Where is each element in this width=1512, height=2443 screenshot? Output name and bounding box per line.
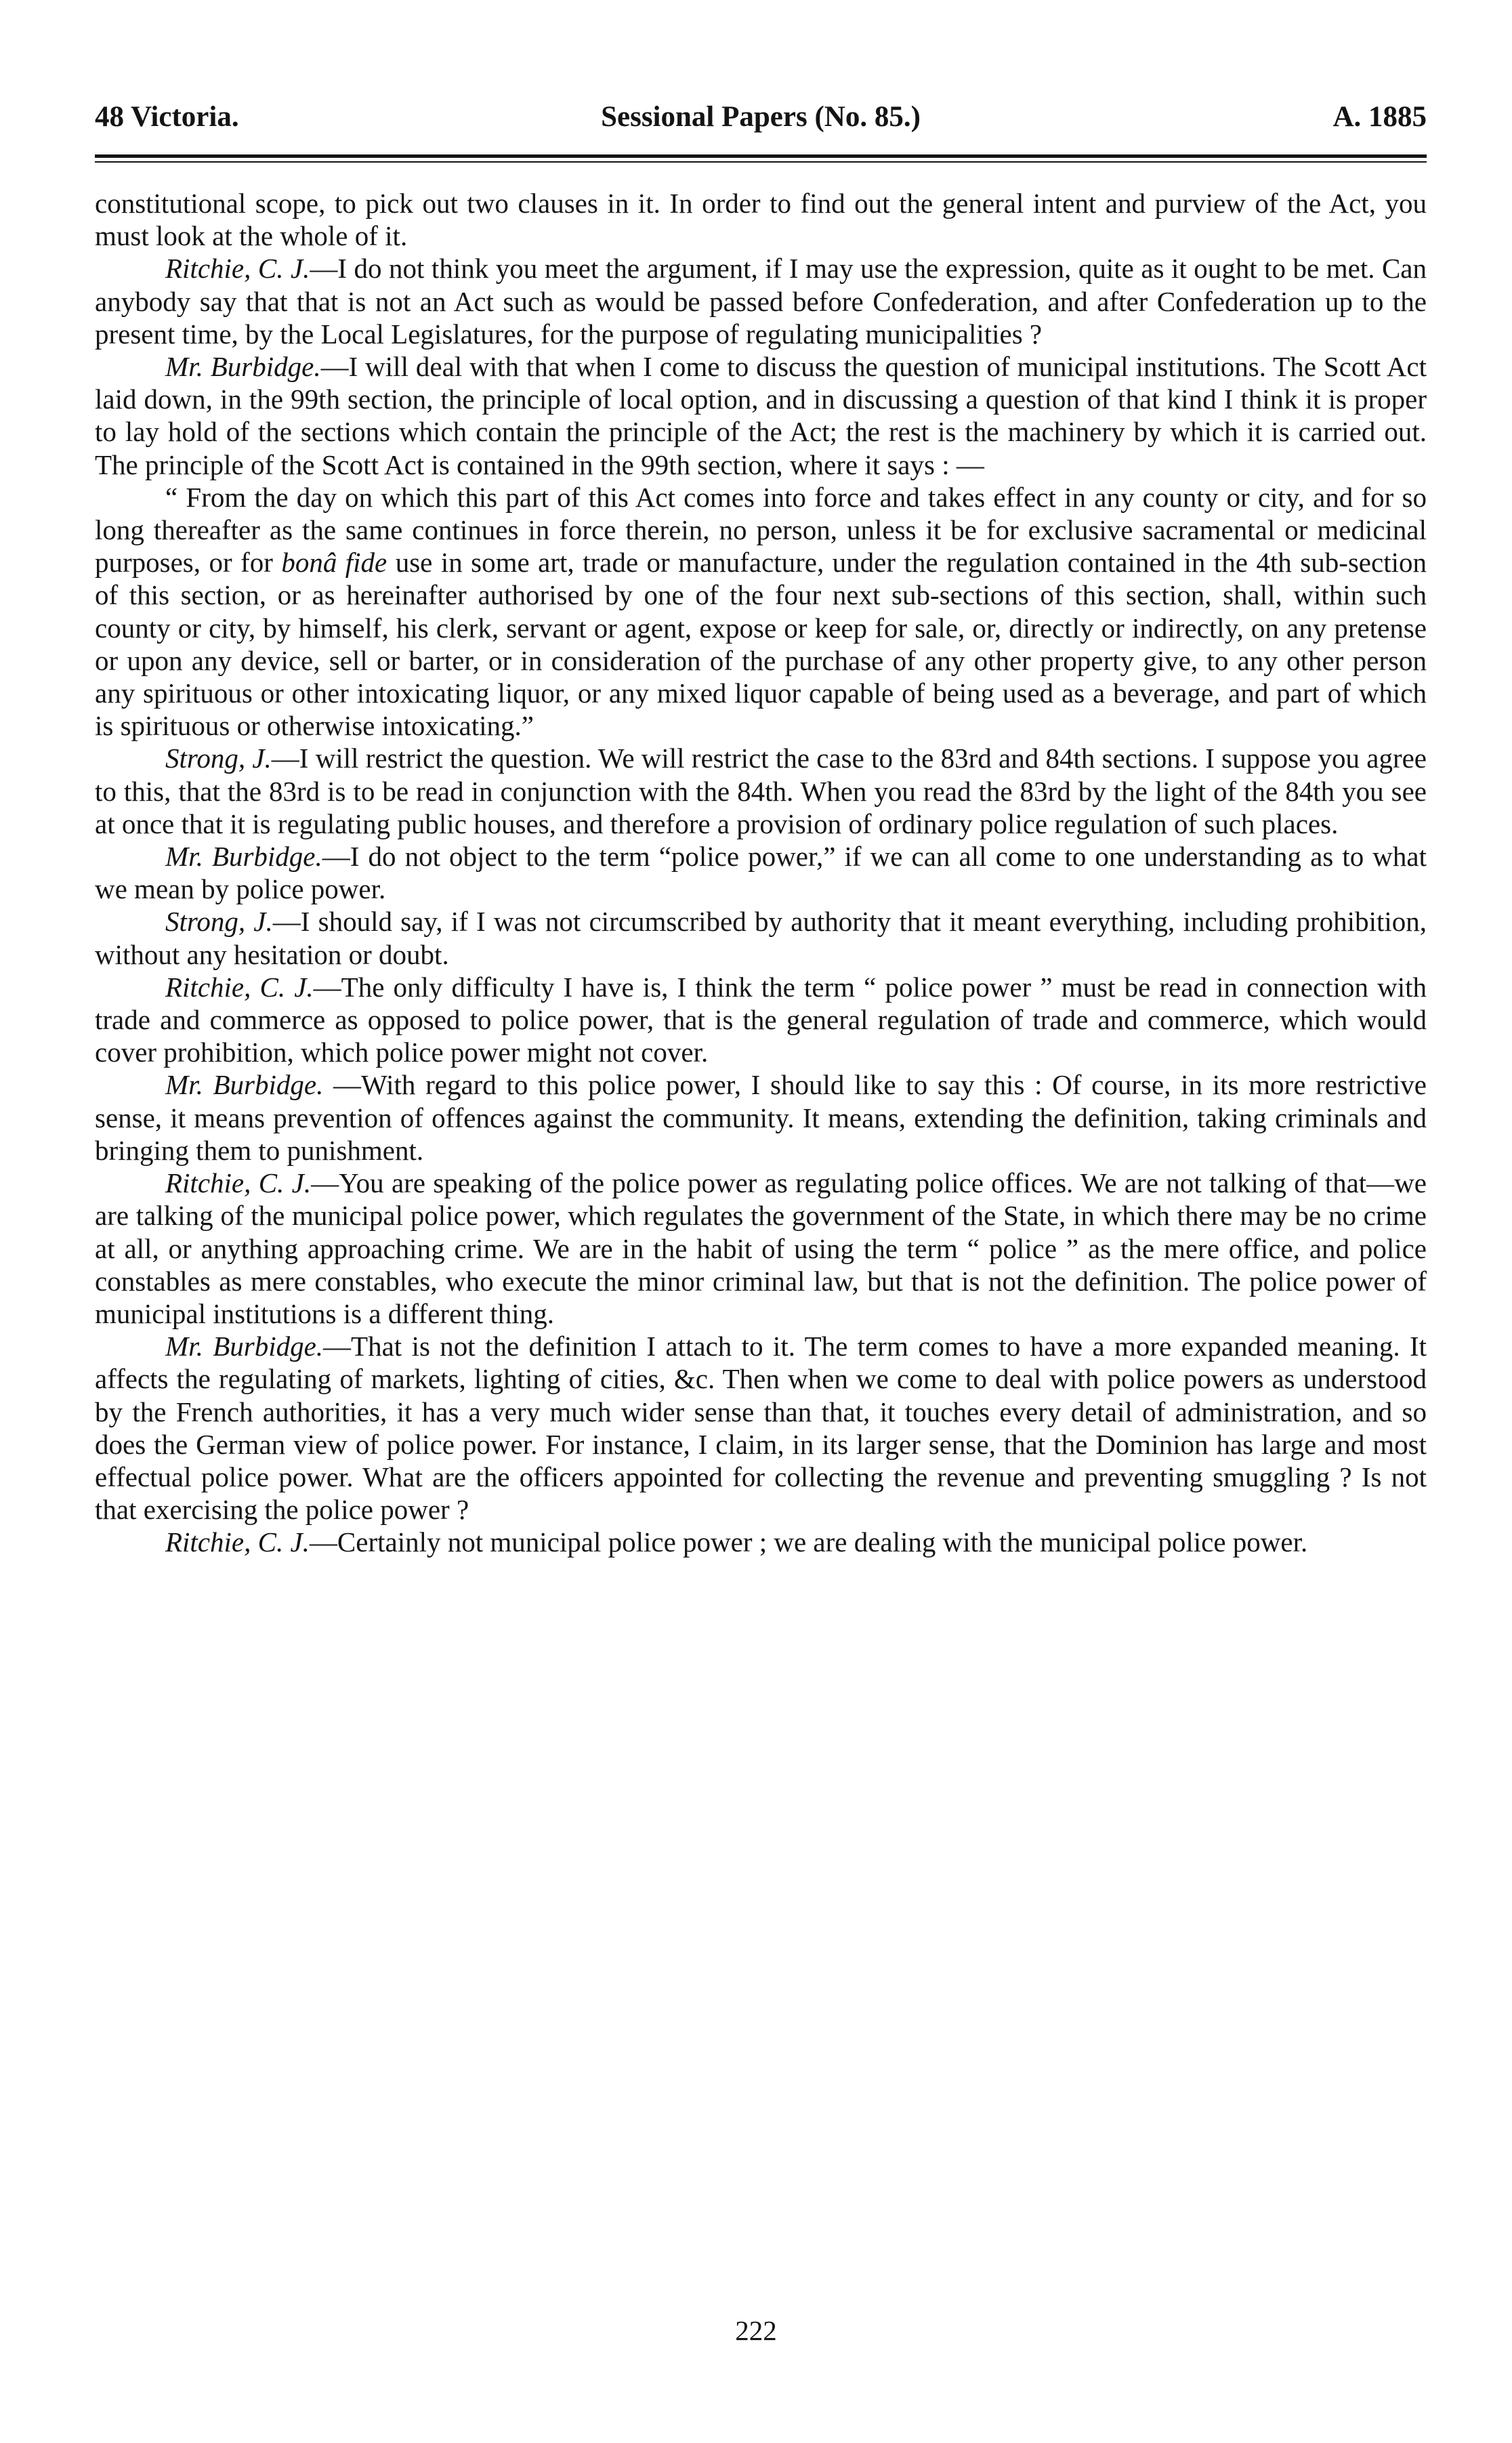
header-year: A. 1885 <box>1332 101 1427 133</box>
speaker-name: Strong, J. <box>165 743 272 774</box>
page <box>95 100 1427 1559</box>
speaker-name: Strong, J. <box>165 906 273 938</box>
paragraph-text: —I do not think you meet the argument, if I may use the expression, quite as it ought to be met. Can anybody say that that is not an Act such as would be passed before Confederation, and after Confederation up to the present time, by the Local Legislatures, for the purpose of regulating municipalities ? <box>95 253 1427 350</box>
paragraph <box>95 1167 1427 1330</box>
header-title: Sessional Papers (No. 85.) <box>601 101 921 133</box>
paragraph <box>95 840 1427 905</box>
paragraph <box>95 905 1427 970</box>
paragraph-text: —I will restrict the question. We will restrict the case to the 83rd and 84th sections. I suppose you agree to this, that the 83rd is to be read in conjunction with the 84th. When you read the 83rd by the light of the 84th you see at once that it is regulating public houses, and therefore a provision of ordinary police regulation of such places. <box>95 743 1427 839</box>
paragraph-text: —I do not object to the term “police power,” if we can all come to one understanding as to what we mean by police power. <box>95 841 1427 905</box>
speaker-name: Mr. Burbidge. <box>165 1331 324 1362</box>
paragraph-text: —I will deal with that when I come to discuss the question of municipal institutions. The Scott Act laid down, in the 99th section, the principle of local option, and in discussing a question of that kind I think it is proper to lay hold of the sections which contain the principle of the Act; the rest is the machinery by which it is carried out. The principle of the Scott Act is contained in the 99th section, where it says : — <box>95 351 1427 480</box>
paragraph <box>95 742 1427 840</box>
paragraph <box>95 1330 1427 1526</box>
page-number: 222 <box>735 2315 777 2346</box>
quote-text: use in some art, trade or manufacture, under the regulation contained in the 4th sub-section of this section, or as hereinafter authorised by one of the four next sub-sections of this section, shall, within such county or city, by himself, his clerk, servant or agent, expose or keep for sale, or, directly or indirectly, on any pretense or upon any device, sell or barter, or in consideration of the purchase of any other property give, to any other person any spirituous or other intoxicating liquor, or any mixed liquor capable of being used as a beverage, and part of which is spirituous or otherwise intoxicating.” <box>95 547 1427 742</box>
paragraph <box>95 350 1427 481</box>
paragraph-text: —That is not the definition I attach to it. The term comes to have a more expanded meaning. It affects the regulating of markets, lighting of cities, &c. Then when we come to deal with police powers as understood by the French authorities, it has a very much wider sense than that, it touches every detail of administration, and so does the German view of police power. For instance, I claim, in its larger sense, that the Dominion has large and most effectual police power. What are the officers appointed for collecting the revenue and preventing smuggling ? Is not that exercising the police power ? <box>95 1331 1427 1526</box>
paragraph <box>95 187 1427 252</box>
paragraph-text: —With regard to this police power, I should like to say this : Of course, in its more restrictive sense, it means prevention of offences against the community. It means, extending the definition, taking criminals and bringing them to punishment. <box>95 1069 1427 1166</box>
header-session: 48 Victoria. <box>95 101 239 133</box>
paragraph <box>95 252 1427 350</box>
paragraph-text: —Certainly not municipal police power ; we are dealing with the municipal police power. <box>309 1526 1308 1558</box>
header-rule <box>95 154 1427 163</box>
paragraph <box>95 971 1427 1069</box>
body-text <box>95 187 1427 1559</box>
paragraph <box>95 1068 1427 1167</box>
quote-italic-term: bonâ fide <box>281 547 387 579</box>
paragraph-text: —I should say, if I was not circumscribed by authority that it meant everything, including prohibition, without any hesitation or doubt. <box>95 906 1427 970</box>
paragraph-text: constitutional scope, to pick out two clauses in it. In order to find out the general intent and purview of the Act, you must look at the whole of it. <box>95 188 1427 252</box>
speaker-name: Mr. Burbidge. <box>165 841 322 873</box>
speaker-name: Ritchie, C. J. <box>165 1167 312 1199</box>
speaker-name: Mr. Burbidge. <box>165 351 321 383</box>
block-quote <box>95 481 1427 743</box>
paragraph-text: —The only difficulty I have is, I think the term “ police power ” must be read in connection with trade and commerce as opposed to police power, that is the general regulation of trade and commerce, which would cover prohibition, which police power might not cover. <box>95 971 1427 1068</box>
speaker-name: Ritchie, C. J. <box>165 971 314 1003</box>
speaker-name: Ritchie, C. J. <box>165 1526 310 1558</box>
running-header <box>95 100 1427 141</box>
speaker-name: Ritchie, C. J. <box>165 253 310 285</box>
speaker-name: Mr. Burbidge. <box>165 1069 324 1101</box>
quote-text: “ From the day on which this part of this Act comes into force and takes effect in any county or city, and for so long thereafter as the same continues in force therein, no person, unless it be for exclusive sacramental or medicinal purposes, or for <box>95 481 1427 579</box>
paragraph <box>95 1526 1427 1558</box>
paragraph-text: —You are speaking of the police power as regulating police offices. We are not talking of that—we are talking of the municipal police power, which regulates the government of the State, in which there may be no crime at all, or anything approaching crime. We are in the habit of using the term “ police ” as the mere office, and police constables as mere constables, who execute the minor criminal law, but that is not the definition. The police power of municipal institutions is a different thing. <box>95 1167 1427 1329</box>
